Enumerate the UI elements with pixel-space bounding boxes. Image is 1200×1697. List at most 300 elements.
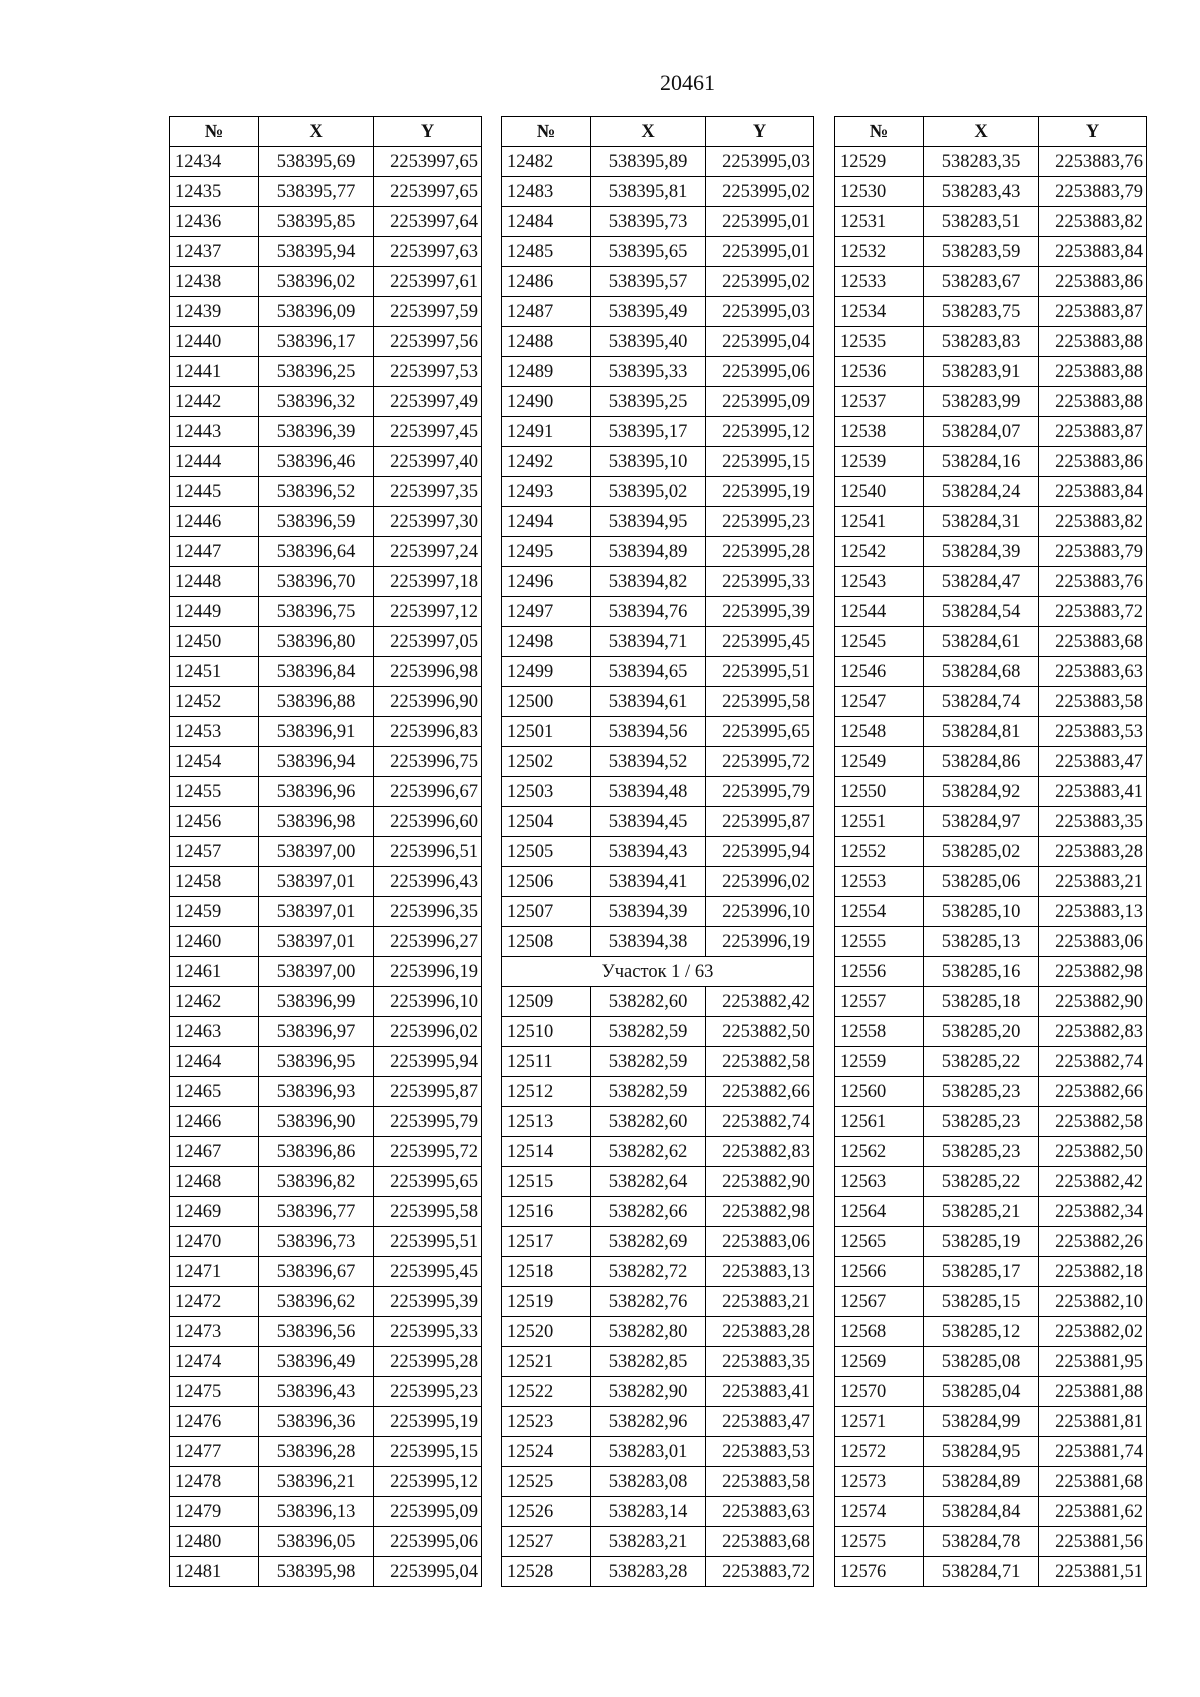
table-row [502, 627, 814, 657]
y-coordinate-cell: 2253995,03 [706, 297, 814, 327]
y-coordinate-cell: 2253995,09 [374, 1497, 482, 1527]
table-row [835, 1137, 1147, 1167]
coordinates-table-2 [501, 116, 814, 1587]
table-row [835, 627, 1147, 657]
y-coordinate-cell: 2253995,19 [706, 477, 814, 507]
x-coordinate-cell: 538396,82 [259, 1167, 374, 1197]
x-coordinate-cell: 538285,23 [924, 1107, 1039, 1137]
point-number-cell: 12576 [835, 1557, 924, 1587]
x-coordinate-cell: 538397,00 [259, 837, 374, 867]
table-row [835, 177, 1147, 207]
table-row [502, 1017, 814, 1047]
x-coordinate-cell: 538285,20 [924, 1017, 1039, 1047]
point-number-cell: 12567 [835, 1287, 924, 1317]
x-coordinate-cell: 538396,21 [259, 1467, 374, 1497]
table-row [835, 987, 1147, 1017]
y-coordinate-cell: 2253996,90 [374, 687, 482, 717]
point-number-cell: 12529 [835, 147, 924, 177]
point-number-cell: 12458 [170, 867, 259, 897]
x-coordinate-cell: 538395,40 [591, 327, 706, 357]
x-coordinate-cell: 538394,65 [591, 657, 706, 687]
x-coordinate-cell: 538395,94 [259, 237, 374, 267]
point-number-cell: 12559 [835, 1047, 924, 1077]
y-coordinate-cell: 2253997,12 [374, 597, 482, 627]
point-number-cell: 12442 [170, 387, 259, 417]
y-coordinate-cell: 2253995,39 [706, 597, 814, 627]
y-coordinate-cell: 2253997,24 [374, 537, 482, 567]
x-coordinate-cell: 538396,64 [259, 537, 374, 567]
table-row [502, 507, 814, 537]
table-row [502, 837, 814, 867]
y-coordinate-cell: 2253882,26 [1039, 1227, 1147, 1257]
section-row [502, 957, 814, 987]
point-number-cell: 12457 [170, 837, 259, 867]
x-coordinate-cell: 538395,57 [591, 267, 706, 297]
x-coordinate-cell: 538284,81 [924, 717, 1039, 747]
point-number-cell: 12474 [170, 1347, 259, 1377]
y-coordinate-cell: 2253882,83 [1039, 1017, 1147, 1047]
table-row [170, 1287, 482, 1317]
point-number-cell: 12546 [835, 657, 924, 687]
x-coordinate-cell: 538395,10 [591, 447, 706, 477]
point-number-cell: 12550 [835, 777, 924, 807]
point-number-cell: 12497 [502, 597, 591, 627]
x-coordinate-cell: 538396,94 [259, 747, 374, 777]
y-coordinate-cell: 2253883,63 [1039, 657, 1147, 687]
point-number-cell: 12469 [170, 1197, 259, 1227]
point-number-cell: 12555 [835, 927, 924, 957]
x-coordinate-cell: 538396,49 [259, 1347, 374, 1377]
point-number-cell: 12538 [835, 417, 924, 447]
y-coordinate-cell: 2253883,47 [1039, 747, 1147, 777]
point-number-cell: 12452 [170, 687, 259, 717]
x-coordinate-cell: 538395,49 [591, 297, 706, 327]
x-coordinate-cell: 538396,09 [259, 297, 374, 327]
point-number-cell: 12459 [170, 897, 259, 927]
x-coordinate-cell: 538285,23 [924, 1137, 1039, 1167]
point-number-cell: 12501 [502, 717, 591, 747]
point-number-cell: 12453 [170, 717, 259, 747]
y-coordinate-cell: 2253995,45 [706, 627, 814, 657]
table-row [502, 807, 814, 837]
y-coordinate-cell: 2253881,74 [1039, 1437, 1147, 1467]
point-number-cell: 12524 [502, 1437, 591, 1467]
y-coordinate-cell: 2253995,79 [706, 777, 814, 807]
point-number-cell: 12449 [170, 597, 259, 627]
x-coordinate-cell: 538396,39 [259, 417, 374, 447]
point-number-cell: 12513 [502, 1107, 591, 1137]
y-coordinate-cell: 2253996,35 [374, 897, 482, 927]
y-coordinate-cell: 2253883,13 [706, 1257, 814, 1287]
y-coordinate-cell: 2253883,82 [1039, 507, 1147, 537]
x-coordinate-cell: 538282,85 [591, 1347, 706, 1377]
table-row [170, 1017, 482, 1047]
table-row [835, 1407, 1147, 1437]
point-number-cell: 12549 [835, 747, 924, 777]
point-number-cell: 12535 [835, 327, 924, 357]
table-row [502, 777, 814, 807]
point-number-cell: 12466 [170, 1107, 259, 1137]
x-coordinate-cell: 538394,45 [591, 807, 706, 837]
table-row [835, 477, 1147, 507]
table-row [170, 1497, 482, 1527]
table-row [835, 1557, 1147, 1587]
table-row [502, 1317, 814, 1347]
column-header-number: № [502, 117, 591, 147]
table-row [502, 477, 814, 507]
y-coordinate-cell: 2253882,90 [706, 1167, 814, 1197]
x-coordinate-cell: 538396,86 [259, 1137, 374, 1167]
table-row [170, 1347, 482, 1377]
table-row [502, 987, 814, 1017]
x-coordinate-cell: 538285,02 [924, 837, 1039, 867]
point-number-cell: 12438 [170, 267, 259, 297]
y-coordinate-cell: 2253995,12 [374, 1467, 482, 1497]
section-label: Участок 1 / 63 [502, 957, 814, 987]
table-row [170, 837, 482, 867]
y-coordinate-cell: 2253883,87 [1039, 417, 1147, 447]
x-coordinate-cell: 538395,02 [591, 477, 706, 507]
y-coordinate-cell: 2253995,45 [374, 1257, 482, 1287]
table-row [835, 417, 1147, 447]
x-coordinate-cell: 538396,70 [259, 567, 374, 597]
x-coordinate-cell: 538396,02 [259, 267, 374, 297]
point-number-cell: 12481 [170, 1557, 259, 1587]
x-coordinate-cell: 538396,59 [259, 507, 374, 537]
table-row [170, 1407, 482, 1437]
y-coordinate-cell: 2253883,58 [1039, 687, 1147, 717]
point-number-cell: 12470 [170, 1227, 259, 1257]
x-coordinate-cell: 538394,89 [591, 537, 706, 567]
point-number-cell: 12522 [502, 1377, 591, 1407]
y-coordinate-cell: 2253995,65 [374, 1167, 482, 1197]
x-coordinate-cell: 538282,96 [591, 1407, 706, 1437]
x-coordinate-cell: 538394,43 [591, 837, 706, 867]
x-coordinate-cell: 538396,56 [259, 1317, 374, 1347]
table-row [170, 1377, 482, 1407]
y-coordinate-cell: 2253995,06 [374, 1527, 482, 1557]
y-coordinate-cell: 2253883,87 [1039, 297, 1147, 327]
x-coordinate-cell: 538396,43 [259, 1377, 374, 1407]
point-number-cell: 12537 [835, 387, 924, 417]
coordinates-table-1 [169, 116, 482, 1587]
x-coordinate-cell: 538283,43 [924, 177, 1039, 207]
table-row [835, 447, 1147, 477]
y-coordinate-cell: 2253883,41 [1039, 777, 1147, 807]
y-coordinate-cell: 2253883,21 [1039, 867, 1147, 897]
column-header-number: № [170, 117, 259, 147]
x-coordinate-cell: 538283,14 [591, 1497, 706, 1527]
point-number-cell: 12489 [502, 357, 591, 387]
point-number-cell: 12502 [502, 747, 591, 777]
point-number-cell: 12478 [170, 1467, 259, 1497]
x-coordinate-cell: 538396,97 [259, 1017, 374, 1047]
x-coordinate-cell: 538284,97 [924, 807, 1039, 837]
column-header-y: Y [1039, 117, 1147, 147]
point-number-cell: 12482 [502, 147, 591, 177]
y-coordinate-cell: 2253996,60 [374, 807, 482, 837]
table-row [170, 1107, 482, 1137]
x-coordinate-cell: 538395,69 [259, 147, 374, 177]
table-row [170, 1197, 482, 1227]
point-number-cell: 12566 [835, 1257, 924, 1287]
table-row [502, 327, 814, 357]
x-coordinate-cell: 538285,22 [924, 1167, 1039, 1197]
point-number-cell: 12562 [835, 1137, 924, 1167]
table-row [835, 327, 1147, 357]
x-coordinate-cell: 538396,91 [259, 717, 374, 747]
y-coordinate-cell: 2253995,15 [706, 447, 814, 477]
table-row [835, 147, 1147, 177]
point-number-cell: 12553 [835, 867, 924, 897]
y-coordinate-cell: 2253882,98 [706, 1197, 814, 1227]
point-number-cell: 12507 [502, 897, 591, 927]
y-coordinate-cell: 2253995,04 [374, 1557, 482, 1587]
table-row [502, 1437, 814, 1467]
point-number-cell: 12454 [170, 747, 259, 777]
y-coordinate-cell: 2253882,42 [706, 987, 814, 1017]
y-coordinate-cell: 2253995,33 [706, 567, 814, 597]
y-coordinate-cell: 2253996,10 [706, 897, 814, 927]
point-number-cell: 12440 [170, 327, 259, 357]
y-coordinate-cell: 2253882,18 [1039, 1257, 1147, 1287]
x-coordinate-cell: 538395,89 [591, 147, 706, 177]
point-number-cell: 12572 [835, 1437, 924, 1467]
table-row [502, 297, 814, 327]
x-coordinate-cell: 538283,51 [924, 207, 1039, 237]
x-coordinate-cell: 538397,00 [259, 957, 374, 987]
table-row [835, 1467, 1147, 1497]
point-number-cell: 12543 [835, 567, 924, 597]
table-row [835, 1497, 1147, 1527]
point-number-cell: 12496 [502, 567, 591, 597]
x-coordinate-cell: 538395,33 [591, 357, 706, 387]
x-coordinate-cell: 538396,93 [259, 1077, 374, 1107]
x-coordinate-cell: 538395,98 [259, 1557, 374, 1587]
y-coordinate-cell: 2253883,21 [706, 1287, 814, 1317]
point-number-cell: 12515 [502, 1167, 591, 1197]
y-coordinate-cell: 2253996,83 [374, 717, 482, 747]
point-number-cell: 12530 [835, 177, 924, 207]
x-coordinate-cell: 538284,31 [924, 507, 1039, 537]
x-coordinate-cell: 538282,72 [591, 1257, 706, 1287]
table-header-row [502, 117, 814, 147]
x-coordinate-cell: 538396,84 [259, 657, 374, 687]
column-header-x: X [924, 117, 1039, 147]
x-coordinate-cell: 538396,52 [259, 477, 374, 507]
y-coordinate-cell: 2253997,40 [374, 447, 482, 477]
table-row [835, 1257, 1147, 1287]
x-coordinate-cell: 538396,28 [259, 1437, 374, 1467]
y-coordinate-cell: 2253995,51 [374, 1227, 482, 1257]
y-coordinate-cell: 2253995,65 [706, 717, 814, 747]
table-row [170, 1137, 482, 1167]
table-row [502, 1557, 814, 1587]
point-number-cell: 12492 [502, 447, 591, 477]
y-coordinate-cell: 2253995,06 [706, 357, 814, 387]
x-coordinate-cell: 538285,16 [924, 957, 1039, 987]
point-number-cell: 12561 [835, 1107, 924, 1137]
point-number-cell: 12570 [835, 1377, 924, 1407]
x-coordinate-cell: 538396,98 [259, 807, 374, 837]
x-coordinate-cell: 538394,95 [591, 507, 706, 537]
y-coordinate-cell: 2253995,15 [374, 1437, 482, 1467]
y-coordinate-cell: 2253882,74 [706, 1107, 814, 1137]
table-row [835, 237, 1147, 267]
table-row [170, 1257, 482, 1287]
point-number-cell: 12448 [170, 567, 259, 597]
x-coordinate-cell: 538282,60 [591, 987, 706, 1017]
x-coordinate-cell: 538394,76 [591, 597, 706, 627]
point-number-cell: 12534 [835, 297, 924, 327]
table-row [170, 1527, 482, 1557]
y-coordinate-cell: 2253996,98 [374, 657, 482, 687]
table-row [835, 1287, 1147, 1317]
point-number-cell: 12554 [835, 897, 924, 927]
point-number-cell: 12556 [835, 957, 924, 987]
point-number-cell: 12525 [502, 1467, 591, 1497]
table-row [502, 567, 814, 597]
table-row [170, 1467, 482, 1497]
x-coordinate-cell: 538395,65 [591, 237, 706, 267]
x-coordinate-cell: 538283,99 [924, 387, 1039, 417]
point-number-cell: 12511 [502, 1047, 591, 1077]
y-coordinate-cell: 2253882,83 [706, 1137, 814, 1167]
x-coordinate-cell: 538284,78 [924, 1527, 1039, 1557]
table-row [170, 387, 482, 417]
point-number-cell: 12532 [835, 237, 924, 267]
table-row [502, 747, 814, 777]
x-coordinate-cell: 538395,73 [591, 207, 706, 237]
x-coordinate-cell: 538282,76 [591, 1287, 706, 1317]
y-coordinate-cell: 2253881,62 [1039, 1497, 1147, 1527]
column-header-x: X [259, 117, 374, 147]
x-coordinate-cell: 538396,88 [259, 687, 374, 717]
x-coordinate-cell: 538396,17 [259, 327, 374, 357]
y-coordinate-cell: 2253881,95 [1039, 1347, 1147, 1377]
point-number-cell: 12480 [170, 1527, 259, 1557]
y-coordinate-cell: 2253882,50 [706, 1017, 814, 1047]
table-header-row [835, 117, 1147, 147]
x-coordinate-cell: 538283,35 [924, 147, 1039, 177]
x-coordinate-cell: 538285,23 [924, 1077, 1039, 1107]
table-row [835, 357, 1147, 387]
x-coordinate-cell: 538396,75 [259, 597, 374, 627]
point-number-cell: 12488 [502, 327, 591, 357]
table-row [170, 1077, 482, 1107]
table-row [835, 1347, 1147, 1377]
y-coordinate-cell: 2253995,58 [706, 687, 814, 717]
x-coordinate-cell: 538284,07 [924, 417, 1039, 447]
x-coordinate-cell: 538284,99 [924, 1407, 1039, 1437]
x-coordinate-cell: 538284,74 [924, 687, 1039, 717]
table-row [835, 1167, 1147, 1197]
table-row [502, 927, 814, 957]
point-number-cell: 12575 [835, 1527, 924, 1557]
point-number-cell: 12548 [835, 717, 924, 747]
x-coordinate-cell: 538282,59 [591, 1077, 706, 1107]
y-coordinate-cell: 2253995,58 [374, 1197, 482, 1227]
table-row [170, 267, 482, 297]
y-coordinate-cell: 2253995,87 [374, 1077, 482, 1107]
point-number-cell: 12563 [835, 1167, 924, 1197]
table-row [170, 1557, 482, 1587]
point-number-cell: 12547 [835, 687, 924, 717]
y-coordinate-cell: 2253883,79 [1039, 537, 1147, 567]
x-coordinate-cell: 538284,86 [924, 747, 1039, 777]
point-number-cell: 12510 [502, 1017, 591, 1047]
y-coordinate-cell: 2253883,68 [706, 1527, 814, 1557]
y-coordinate-cell: 2253997,61 [374, 267, 482, 297]
y-coordinate-cell: 2253883,53 [1039, 717, 1147, 747]
y-coordinate-cell: 2253997,35 [374, 477, 482, 507]
point-number-cell: 12569 [835, 1347, 924, 1377]
point-number-cell: 12462 [170, 987, 259, 1017]
point-number-cell: 12542 [835, 537, 924, 567]
point-number-cell: 12508 [502, 927, 591, 957]
x-coordinate-cell: 538283,59 [924, 237, 1039, 267]
x-coordinate-cell: 538284,47 [924, 567, 1039, 597]
table-row [835, 1227, 1147, 1257]
y-coordinate-cell: 2253883,86 [1039, 267, 1147, 297]
y-coordinate-cell: 2253883,82 [1039, 207, 1147, 237]
table-row [835, 1377, 1147, 1407]
x-coordinate-cell: 538284,68 [924, 657, 1039, 687]
y-coordinate-cell: 2253995,94 [706, 837, 814, 867]
y-coordinate-cell: 2253995,01 [706, 237, 814, 267]
point-number-cell: 12568 [835, 1317, 924, 1347]
table-row [835, 957, 1147, 987]
table-row [170, 717, 482, 747]
x-coordinate-cell: 538395,85 [259, 207, 374, 237]
point-number-cell: 12573 [835, 1467, 924, 1497]
table-row [170, 597, 482, 627]
table-row [835, 1317, 1147, 1347]
x-coordinate-cell: 538282,66 [591, 1197, 706, 1227]
table-row [835, 717, 1147, 747]
y-coordinate-cell: 2253996,43 [374, 867, 482, 897]
y-coordinate-cell: 2253995,94 [374, 1047, 482, 1077]
point-number-cell: 12460 [170, 927, 259, 957]
table-row [835, 1527, 1147, 1557]
point-number-cell: 12434 [170, 147, 259, 177]
table-row [502, 267, 814, 297]
point-number-cell: 12486 [502, 267, 591, 297]
point-number-cell: 12479 [170, 1497, 259, 1527]
table-row [502, 447, 814, 477]
table-row [170, 807, 482, 837]
x-coordinate-cell: 538285,21 [924, 1197, 1039, 1227]
coordinates-table-3 [834, 116, 1147, 1587]
point-number-cell: 12521 [502, 1347, 591, 1377]
y-coordinate-cell: 2253881,88 [1039, 1377, 1147, 1407]
point-number-cell: 12533 [835, 267, 924, 297]
table-row [835, 807, 1147, 837]
point-number-cell: 12476 [170, 1407, 259, 1437]
table-row [170, 237, 482, 267]
point-number-cell: 12504 [502, 807, 591, 837]
x-coordinate-cell: 538396,99 [259, 987, 374, 1017]
y-coordinate-cell: 2253997,56 [374, 327, 482, 357]
table-row [502, 1347, 814, 1377]
x-coordinate-cell: 538285,15 [924, 1287, 1039, 1317]
point-number-cell: 12490 [502, 387, 591, 417]
y-coordinate-cell: 2253995,23 [706, 507, 814, 537]
y-coordinate-cell: 2253883,06 [1039, 927, 1147, 957]
point-number-cell: 12503 [502, 777, 591, 807]
y-coordinate-cell: 2253997,30 [374, 507, 482, 537]
table-row [502, 1047, 814, 1077]
